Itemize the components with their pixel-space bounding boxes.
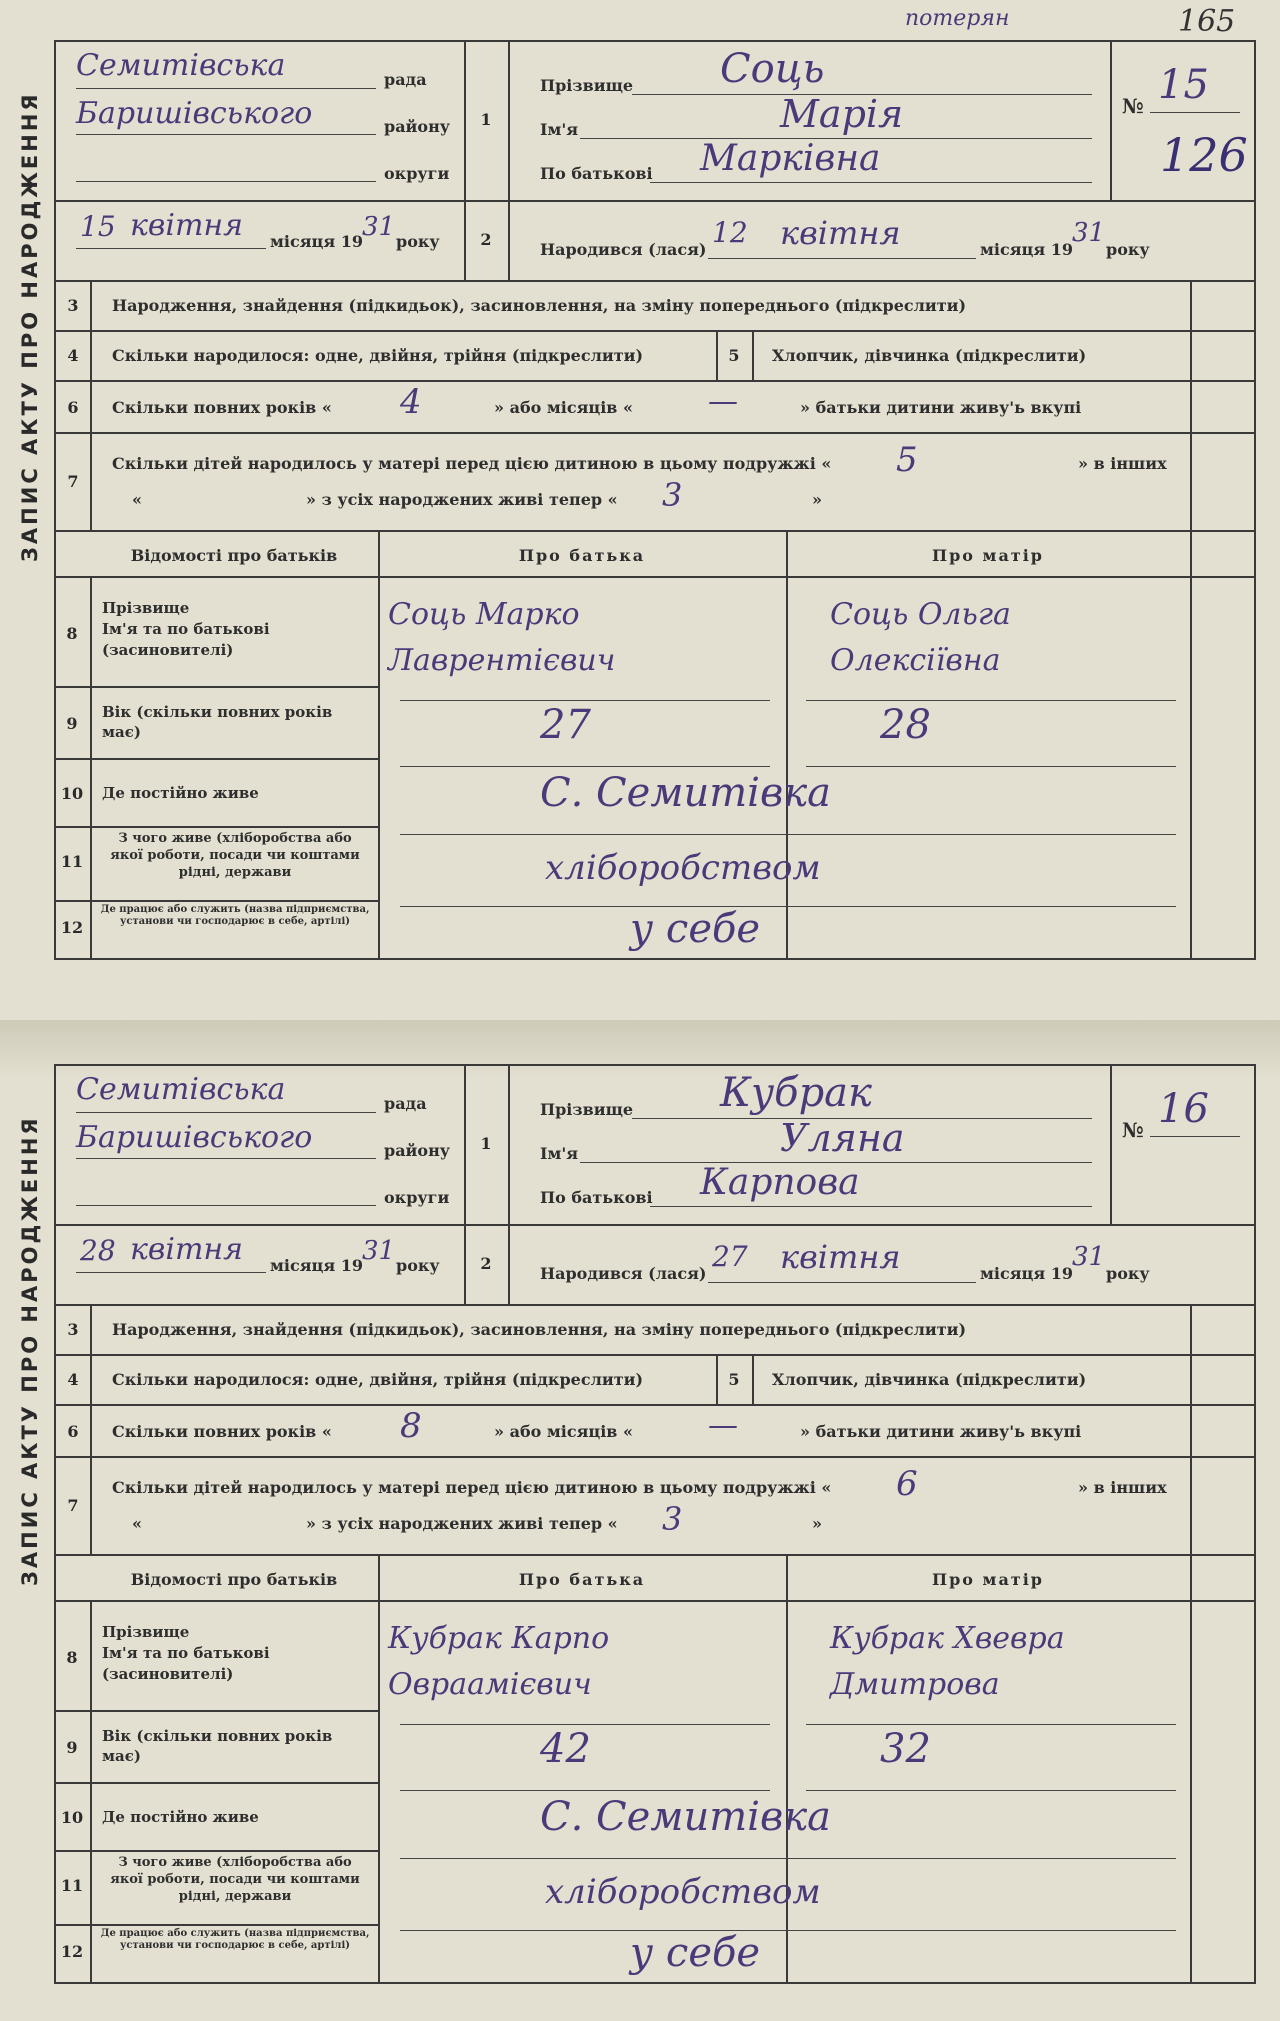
father-header: Про батька (518, 1570, 646, 1589)
row8-label: Прізвище Ім'я та по батькові (засиновителі) (102, 599, 270, 659)
reg-month-label: місяця 19 (270, 1256, 364, 1275)
row10-label: Де постійно живе (102, 784, 259, 802)
side-title: ЗАПИС АКТУ ПРО НАРОДЖЕННЯ (18, 1115, 42, 1586)
row7-label-e: » (812, 490, 822, 509)
row7-label-e: » (812, 1514, 822, 1533)
row10-label: Де постійно живе (102, 1808, 259, 1826)
occupation: хліборобством (545, 848, 821, 888)
row-num-8: 8 (66, 624, 78, 643)
okruh-label: округи (384, 164, 450, 183)
row11-label: З чого живе (хліборобства або якої роботи, посади чи коштами рідні, держави (110, 831, 360, 880)
surname-label: Прізвище (540, 76, 634, 95)
residence: С. Семитівка (540, 770, 831, 816)
surname-value: Кубрак (720, 1070, 872, 1116)
reg-year: 31 (362, 212, 396, 242)
name-label: Ім'я (540, 1144, 579, 1163)
row-num-7: 7 (67, 472, 79, 491)
birth-month: квітня (780, 1238, 901, 1276)
row-num-4: 4 (67, 346, 79, 365)
mother-header: Про матір (932, 546, 1044, 565)
patronymic-value: Марківна (700, 138, 881, 179)
row3-label: Народження, знайдення (підкидьок), засиновлення, на зміну попереднього (підкреслити) (112, 1320, 967, 1339)
rada-value: Семитівська (76, 48, 286, 83)
row-num-9: 9 (66, 1738, 78, 1757)
row6-label-c: » батьки дитини живу'ь вкупі (800, 398, 1082, 417)
parents-info-header: Відомості про батьків (130, 1570, 338, 1589)
row-num-8: 8 (66, 1648, 78, 1667)
father-age: 42 (540, 1726, 591, 1772)
surname-value: Соць (720, 46, 825, 92)
months-together: — (708, 384, 738, 419)
record-number: 16 (1158, 1086, 1209, 1132)
father-name: Кубрак Карпо Овраамієвич (388, 1621, 610, 1702)
row7-label-b: » в інших (1078, 1478, 1167, 1497)
surname-label: Прізвище (540, 1100, 634, 1119)
birth-month: квітня (780, 214, 901, 252)
birth-year-label: року (1106, 1264, 1150, 1283)
months-together: — (708, 1408, 738, 1443)
row-num-9: 9 (66, 714, 78, 733)
row-num-3: 3 (67, 1320, 79, 1339)
record-frame (54, 1064, 1256, 1984)
raion-label: району (384, 117, 451, 136)
mother-age: 32 (880, 1726, 931, 1772)
row-num-11: 11 (60, 1876, 84, 1895)
children-alive: 3 (662, 476, 683, 514)
row-num-1: 1 (480, 110, 492, 129)
mother-age: 28 (880, 702, 931, 748)
raion-label: району (384, 1141, 451, 1160)
record-number-extra: 126 (1160, 128, 1248, 182)
reg-day: 28 (80, 1234, 116, 1267)
patronymic-value: Карпова (700, 1162, 860, 1203)
row6-label-b: » або місяців « (494, 398, 633, 417)
patronymic-label: По батькові (540, 1188, 653, 1207)
row-num-10: 10 (60, 1808, 84, 1827)
workplace: у себе (630, 906, 761, 952)
row9-label: Вік (скільки повних років має) (102, 1727, 333, 1765)
row5-label: Хлопчик, дівчинка (підкреслити) (772, 1370, 1087, 1389)
page-number: 165 (1178, 4, 1236, 39)
okruh-label: округи (384, 1188, 450, 1207)
birth-day: 12 (712, 216, 748, 249)
rada-label: рада (384, 1094, 427, 1113)
raion-value: Баришівського (76, 1120, 313, 1155)
reg-month: квітня (130, 208, 244, 243)
reg-month-label: місяця 19 (270, 232, 364, 251)
row7-label-a: Скільки дітей народилось у матері перед цією дитиною в цьому подружжі « (112, 1478, 832, 1497)
birth-month-label: місяця 19 (980, 1264, 1074, 1283)
row-num-10: 10 (60, 784, 84, 803)
born-label: Народився (лася) (540, 240, 707, 259)
side-title: ЗАПИС АКТУ ПРО НАРОДЖЕННЯ (18, 91, 42, 562)
birth-year: 31 (1072, 1242, 1106, 1272)
born-label: Народився (лася) (540, 1264, 707, 1283)
occupation: хліборобством (545, 1872, 821, 1912)
record-frame (54, 40, 1256, 960)
mother-name: Соць Ольга Олексіївна (830, 597, 1011, 678)
birth-day: 27 (712, 1240, 748, 1273)
row12-label: Де працює або служить (назва підприємства, установи чи господарює в себе, артілі) (100, 1928, 370, 1951)
row8-label: Прізвище Ім'я та по батькові (засиновителі) (102, 1623, 270, 1683)
row-num-4: 4 (67, 1370, 79, 1389)
row4-label: Скільки народилося: одне, двійня, трійня (підкреслити) (112, 346, 644, 365)
row7-label-c: « (132, 1514, 142, 1533)
reg-day: 15 (80, 210, 116, 243)
reg-year-label: року (396, 1256, 440, 1275)
row-num-2: 2 (480, 1254, 492, 1273)
row3-label: Народження, знайдення (підкидьок), засиновлення, на зміну попереднього (підкреслити) (112, 296, 967, 315)
row9-label: Вік (скільки повних років має) (102, 703, 333, 741)
row7-label-c: « (132, 490, 142, 509)
raion-value: Баришівського (76, 96, 313, 131)
row-num-5: 5 (728, 1370, 740, 1389)
row-num-11: 11 (60, 852, 84, 871)
number-label: № (1122, 94, 1144, 118)
row-num-6: 6 (67, 1422, 79, 1441)
row12-label: Де працює або служить (назва підприємства, установи чи господарює в себе, артілі) (100, 904, 370, 927)
workplace: у себе (630, 1930, 761, 1976)
father-name: Соць Марко Лаврентієвич (388, 597, 616, 678)
father-header: Про батька (518, 546, 646, 565)
row7-label-d: » з усіх народжених живі тепер « (306, 490, 618, 509)
reg-year-label: року (396, 232, 440, 251)
name-value: Марія (780, 92, 904, 136)
children-before: 6 (896, 1464, 918, 1504)
children-alive: 3 (662, 1500, 683, 1538)
mother-name: Кубрак Хвеврa Дмитрова (830, 1621, 1065, 1702)
name-label: Ім'я (540, 120, 579, 139)
row5-label: Хлопчик, дівчинка (підкреслити) (772, 346, 1087, 365)
name-value: Уляна (780, 1116, 905, 1160)
record-number: 15 (1158, 62, 1209, 108)
row-num-7: 7 (67, 1496, 79, 1515)
row6-label-a: Скільки повних років « (112, 398, 332, 417)
rada-value: Семитівська (76, 1072, 286, 1107)
row-num-1: 1 (480, 1134, 492, 1153)
row4-label: Скільки народилося: одне, двійня, трійня (підкреслити) (112, 1370, 644, 1389)
row-num-2: 2 (480, 230, 492, 249)
row-num-12: 12 (60, 1942, 84, 1961)
rada-label: рада (384, 70, 427, 89)
years-together: 8 (400, 1406, 422, 1446)
reg-year: 31 (362, 1236, 396, 1266)
row-num-5: 5 (728, 346, 740, 365)
row11-label: З чого живе (хліборобства або якої роботи, посади чи коштами рідні, держави (110, 1855, 360, 1904)
number-label: № (1122, 1118, 1144, 1142)
parents-info-header: Відомості про батьків (130, 546, 338, 565)
row7-label-b: » в інших (1078, 454, 1167, 473)
row7-label-a: Скільки дітей народилось у матері перед цією дитиною в цьому подружжі « (112, 454, 832, 473)
years-together: 4 (400, 382, 422, 422)
row6-label-a: Скільки повних років « (112, 1422, 332, 1441)
residence: С. Семитівка (540, 1794, 831, 1840)
corner-note: потерян (905, 6, 1010, 31)
birth-month-label: місяця 19 (980, 240, 1074, 259)
reg-month: квітня (130, 1232, 244, 1267)
row-num-12: 12 (60, 918, 84, 937)
father-age: 27 (540, 702, 591, 748)
row-num-6: 6 (67, 398, 79, 417)
row6-label-c: » батьки дитини живу'ь вкупі (800, 1422, 1082, 1441)
mother-header: Про матір (932, 1570, 1044, 1589)
row7-label-d: » з усіх народжених живі тепер « (306, 1514, 618, 1533)
birth-year: 31 (1072, 218, 1106, 248)
children-before: 5 (896, 440, 918, 480)
row-num-3: 3 (67, 296, 79, 315)
row6-label-b: » або місяців « (494, 1422, 633, 1441)
birth-year-label: року (1106, 240, 1150, 259)
patronymic-label: По батькові (540, 164, 653, 183)
